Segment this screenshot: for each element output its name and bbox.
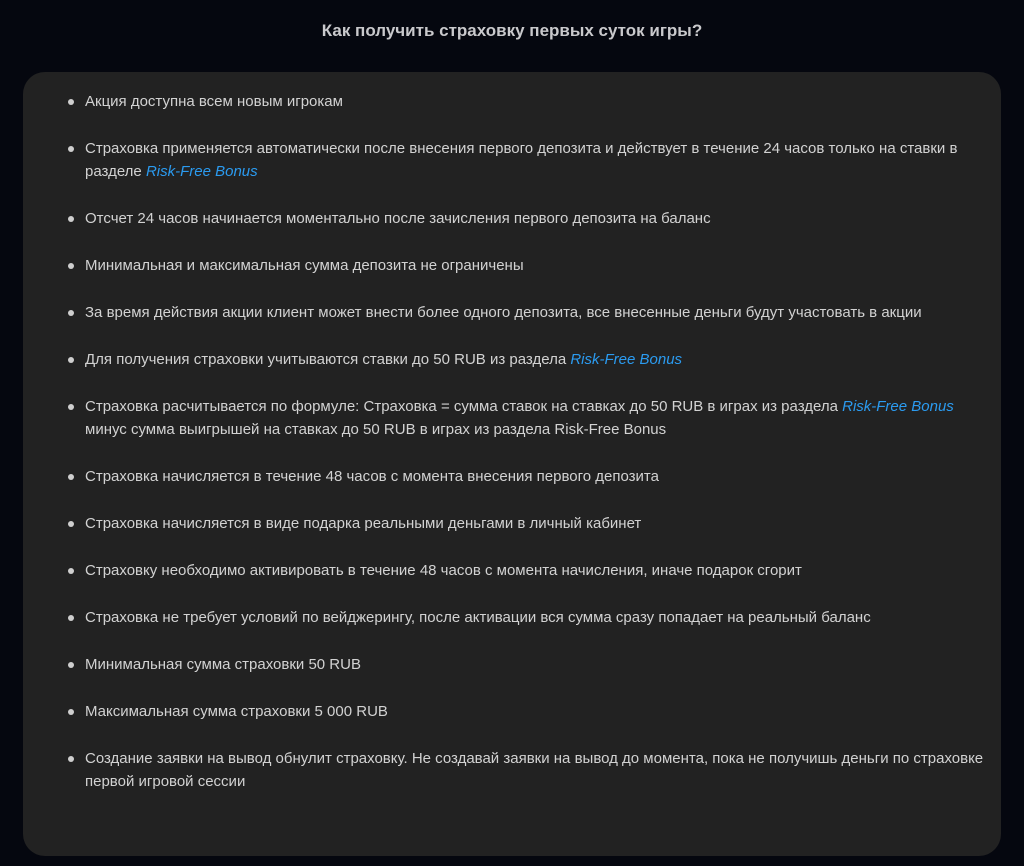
- list-item: Акция доступна всем новым игрокам: [85, 90, 985, 113]
- bullet-icon: [68, 709, 74, 715]
- bullet-icon: [68, 404, 74, 410]
- rules-panel: [23, 72, 1001, 856]
- list-item: Страховка применяется автоматически после внесения первого депозита и действует в течение 24 часов только на ставки в разделе Risk-Free Bonus: [85, 137, 985, 183]
- list-item: Максимальная сумма страховки 5 000 RUB: [85, 700, 985, 723]
- list-item: Создание заявки на вывод обнулит страховку. Не создавай заявки на вывод до момента, пока не получишь деньги по страховке первой игровой сессии: [85, 747, 985, 793]
- bullet-icon: [68, 99, 74, 105]
- bullet-icon: [68, 146, 74, 152]
- bullet-icon: [68, 756, 74, 762]
- bullet-icon: [68, 216, 74, 222]
- risk-free-bonus-link[interactable]: Risk-Free Bonus: [145, 163, 258, 180]
- list-item: Отсчет 24 часов начинается моментально после зачисления первого депозита на баланс: [85, 207, 985, 230]
- bullet-icon: [68, 615, 74, 621]
- bullet-icon: [68, 263, 74, 269]
- bullet-icon: [68, 568, 74, 574]
- list-item: Страховка расчитывается по формуле: Страховка = сумма ставок на ставках до 50 RUB в играх из раздела Risk-Free Bonus минус сумма выигрышей на ставках до 50 RUB в играх из раздела Risk-Free Bonus: [85, 395, 985, 441]
- list-item: Страховка начисляется в виде подарка реальными деньгами в личный кабинет: [85, 512, 985, 535]
- list-item: Страховка не требует условий по вейджерингу, после активации вся сумма сразу попадает на реальный баланс: [85, 606, 985, 629]
- list-item: Минимальная сумма страховки 50 RUB: [85, 653, 985, 676]
- bullet-icon: [68, 521, 74, 527]
- list-item: Страховку необходимо активировать в течение 48 часов с момента начисления, иначе подарок сгорит: [85, 559, 985, 582]
- bullet-icon: [68, 357, 74, 363]
- list-item: Минимальная и максимальная сумма депозита не ограничены: [85, 254, 985, 277]
- bullet-icon: [68, 662, 74, 668]
- page-title: Как получить страховку первых суток игры?: [321, 21, 703, 40]
- list-item: Страховка начисляется в течение 48 часов с момента внесения первого депозита: [85, 465, 985, 488]
- bullet-icon: [68, 310, 74, 316]
- risk-free-bonus-link[interactable]: Risk-Free Bonus: [842, 398, 954, 415]
- list-item: За время действия акции клиент может внести более одного депозита, все внесенные деньги будут участовать в акции: [85, 301, 985, 324]
- risk-free-bonus-link[interactable]: Risk-Free Bonus: [570, 351, 683, 368]
- list-item: Для получения страховки учитываются ставки до 50 RUB из раздела Risk-Free Bonus: [85, 348, 985, 371]
- rules-list: [85, 90, 985, 793]
- bullet-icon: [68, 474, 74, 480]
